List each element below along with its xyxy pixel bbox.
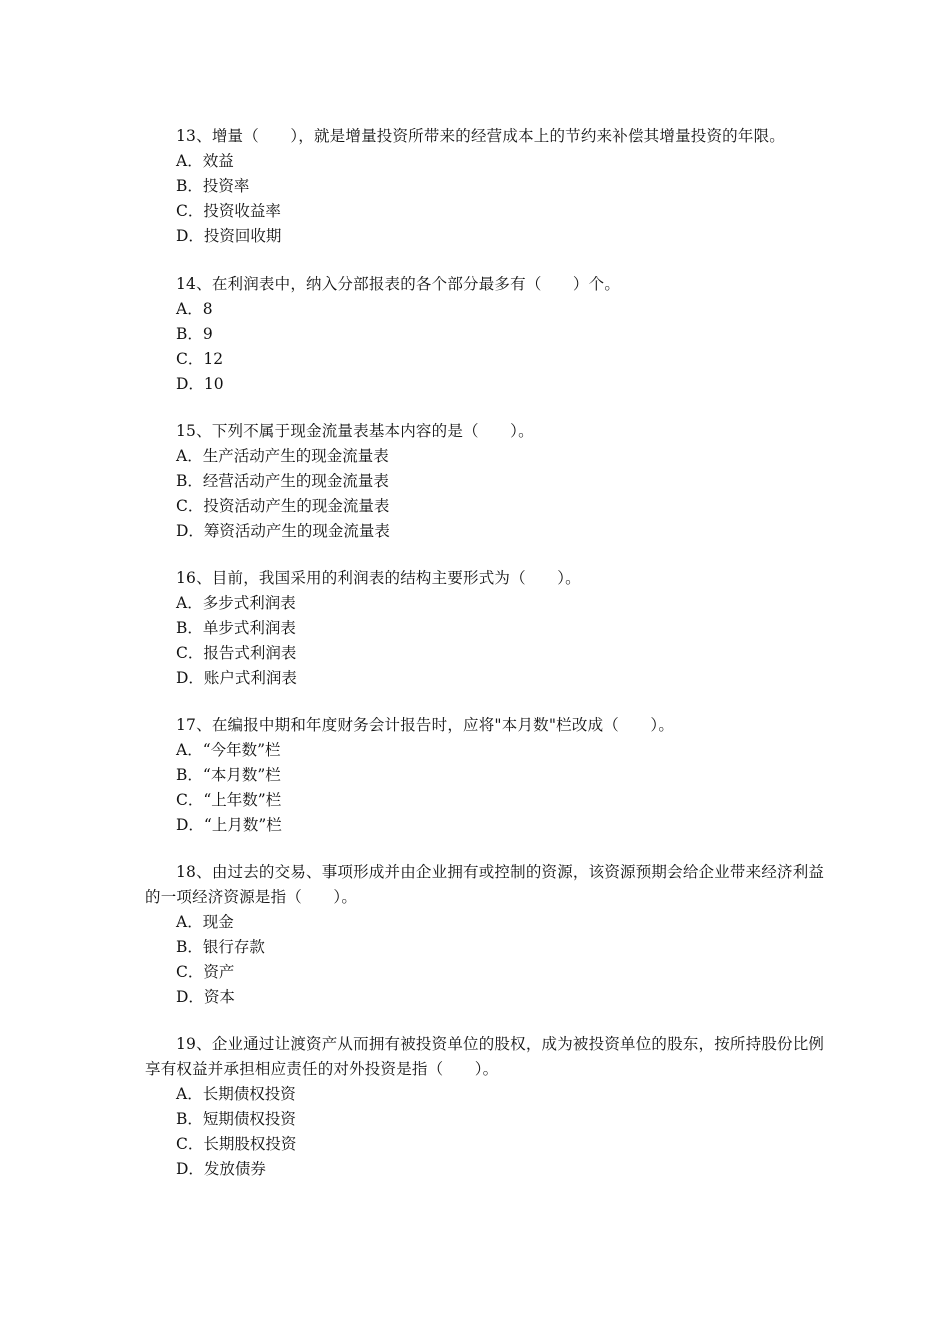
question-14 (145, 272, 845, 397)
option-b: B．投资率 (176, 177, 250, 195)
option-b: B．短期债权投资 (176, 1110, 296, 1128)
question-stem: 17、在编报中期和年度财务会计报告时，应将"本月数"栏改成（ ）。 (176, 716, 675, 734)
option-c: C．长期股权投资 (176, 1135, 297, 1153)
option-c: C．投资活动产生的现金流量表 (176, 497, 390, 515)
option-d: D．发放债券 (176, 1160, 266, 1178)
question-stem: 13、增量（ ），就是增量投资所带来的经营成本上的节约来补偿其增量投资的年限。 (176, 127, 785, 145)
option-a: A．“今年数”栏 (176, 741, 281, 759)
question-stem: 19、企业通过让渡资产从而拥有被投资单位的股权，成为被投资单位的股东，按所持股份比例享有权益并承担相应责任的对外投资是指（ ）。 (145, 1035, 825, 1078)
question-stem: 14、在利润表中，纳入分部报表的各个部分最多有（ ）个。 (176, 275, 621, 293)
option-b: B．单步式利润表 (176, 619, 296, 637)
option-a: A．多步式利润表 (176, 594, 296, 612)
question-stem: 16、目前，我国采用的利润表的结构主要形式为（ ）。 (176, 569, 581, 587)
option-d: D．筹资活动产生的现金流量表 (176, 522, 390, 540)
option-d: D．10 (176, 375, 224, 393)
option-b: B．经营活动产生的现金流量表 (176, 472, 389, 490)
question-16 (145, 566, 845, 691)
option-c: C．资产 (176, 963, 235, 981)
option-d: D．账户式利润表 (176, 669, 297, 687)
option-a: A．生产活动产生的现金流量表 (176, 447, 389, 465)
option-b: B．9 (176, 325, 213, 343)
option-d: D．投资回收期 (176, 227, 282, 245)
option-c: C．12 (176, 350, 224, 368)
question-stem: 15、下列不属于现金流量表基本内容的是（ ）。 (176, 422, 534, 440)
question-13 (145, 124, 845, 249)
option-a: A．长期债权投资 (176, 1085, 296, 1103)
question-17 (145, 713, 845, 838)
option-a: A．现金 (176, 913, 234, 931)
option-b: B．“本月数”栏 (176, 766, 281, 784)
option-c: C．“上年数”栏 (176, 791, 282, 809)
question-stem: 18、由过去的交易、事项形成并由企业拥有或控制的资源，该资源预期会给企业带来经济利益的一项经济资源是指（ ）。 (145, 863, 825, 906)
question-18 (145, 860, 845, 1010)
question-15 (145, 419, 845, 544)
option-d: D．资本 (176, 988, 235, 1006)
option-c: C．报告式利润表 (176, 644, 297, 662)
option-a: A．8 (176, 300, 213, 318)
question-19 (145, 1032, 845, 1182)
option-b: B．银行存款 (176, 938, 265, 956)
option-c: C．投资收益率 (176, 202, 281, 220)
option-d: D．“上月数”栏 (176, 816, 282, 834)
option-a: A．效益 (176, 152, 234, 170)
